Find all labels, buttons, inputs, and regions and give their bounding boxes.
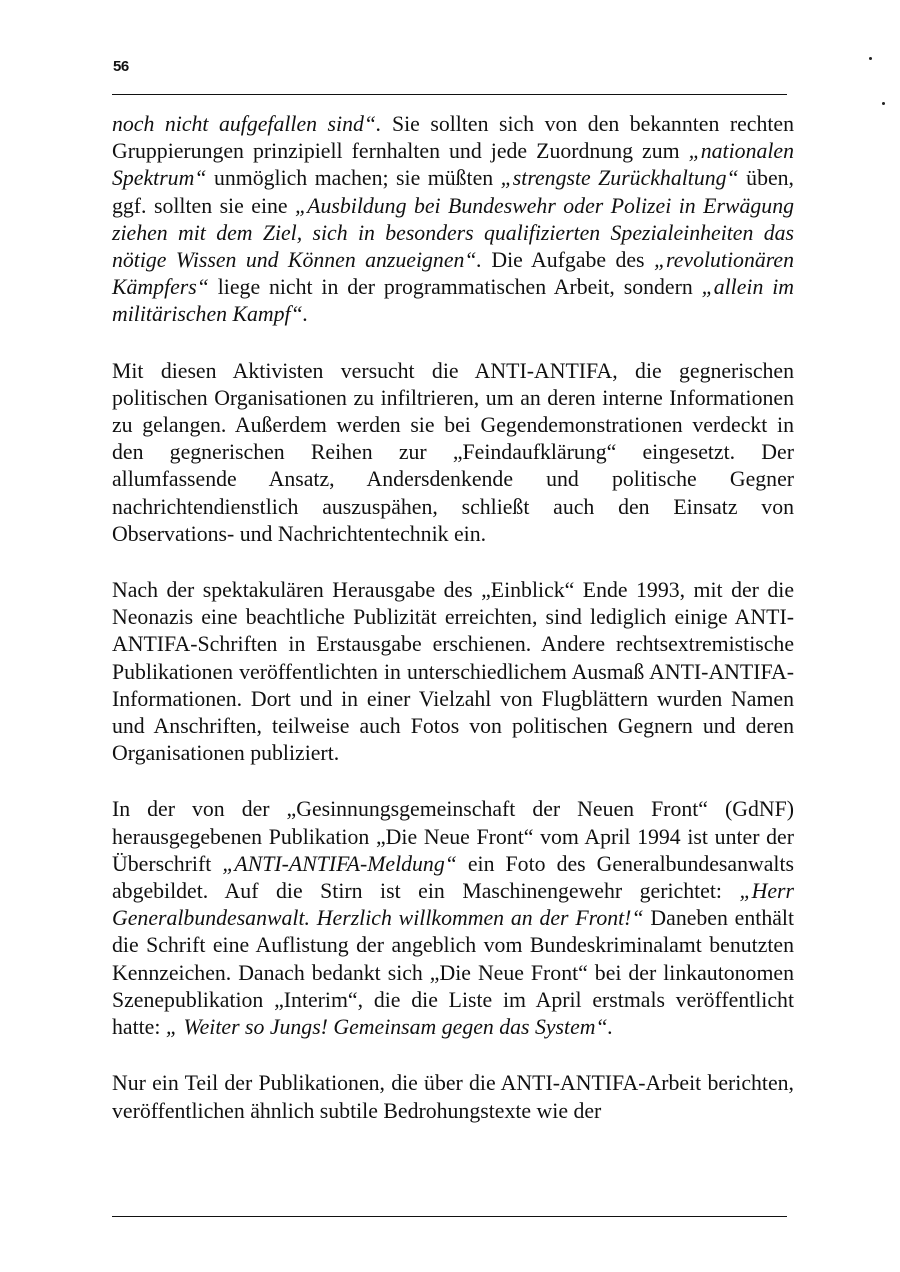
scan-speck	[882, 102, 885, 105]
italic-quote: „allein im militärischen Kampf“.	[112, 275, 794, 327]
text-run: In der von der „Gesinnungsgemeinschaft der Neuen Front“ (GdNF) herausgegebenen Publikation „Die Neue Front“ vom April 1994 ist unter der Überschrift	[112, 797, 794, 876]
text-run: Die Aufgabe des	[481, 248, 654, 273]
italic-quote: „Ausbildung bei Bundeswehr oder Polizei in Erwägung ziehen mit dem Ziel, sich in besonders qualifizierten Spezialeinheiten das nötige Wissen und Können anzueignen“.	[112, 193, 794, 273]
text-run: liege nicht in der programmatischen Arbeit, sondern	[208, 275, 702, 300]
italic-quote: „revolutionären Kämpfers“	[112, 248, 794, 300]
italic-quote: noch nicht aufgefallen sind“.	[112, 112, 382, 136]
italic-quote: „Herr Generalbundesanwalt. Herzlich willkommen an der Front!“	[112, 879, 794, 931]
italic-quote: „ Weiter so Jungs! Gemeinsam gegen das System“.	[165, 1015, 614, 1040]
text-run: unmöglich machen; sie müßten	[206, 166, 501, 191]
italic-quote: „ANTI-ANTIFA-Meldung“	[222, 851, 457, 876]
paragraph	[112, 577, 794, 767]
footer-rule	[112, 1216, 787, 1217]
paragraph	[112, 1070, 794, 1124]
italic-quote: „nationalen Spektrum“	[112, 139, 794, 191]
italic-quote: „strengste Zurückhaltung“	[500, 166, 739, 191]
scan-speck	[869, 57, 872, 60]
header-rule	[112, 94, 787, 95]
page-number: 56	[113, 58, 129, 75]
text-run: ein Foto des Generalbundesanwalts abgebildet. Auf die Stirn ist ein Maschinengewehr gerichtet:	[112, 851, 794, 904]
paragraph	[112, 796, 794, 1041]
text-run: Nur ein Teil der Publikationen, die über die ANTI-ANTIFA-Arbeit berichten, veröffentlichen ähnlich subtile Bedrohungstexte wie der	[112, 1071, 794, 1123]
paragraph	[112, 111, 794, 329]
text-run: üben, ggf. sollten sie eine	[112, 166, 794, 218]
text-run: Daneben enthält die Schrift eine Auflistung der angeblich vom Bundeskriminalamt benutzten Kennzeichen. Danach bedankt sich „Die Neue Front“ bei der linkautonomen Szenepublikation „Interim“, die die Liste im April erstmals veröffentlicht hatte:	[112, 906, 794, 1040]
text-run: Nach der spektakulären Herausgabe des „Einblick“ Ende 1993, mit der die Neonazis eine beachtliche Publizität erreichten, sind lediglich einige ANTI-ANTIFA-Schriften in Erstausgabe erschienen. Andere rechtsextremistische Publikationen veröffentlichten in unterschiedlichem Ausmaß ANTI-ANTIFA-Informationen. Dort und in einer Vielzahl von Flugblättern wurden Namen und Anschriften, teilweise auch Fotos von politischen Gegnern und deren Organisationen publiziert.	[112, 578, 794, 766]
body-text	[112, 111, 794, 1154]
text-run: Mit diesen Aktivisten versucht die ANTI-ANTIFA, die gegnerischen politischen Organisationen zu infiltrieren, um an deren interne Informationen zu gelangen. Außerdem werden sie bei Gegendemonstrationen verdeckt in den gegnerischen Reihen zur „Feindaufklärung“ eingesetzt. Der allumfassende Ansatz, Andersdenkende und politische Gegner nachrichtendienstlich auszuspähen, schließt auch den Einsatz von Observations- und Nachrichtentechnik ein.	[112, 358, 794, 546]
paragraph	[112, 358, 794, 548]
text-run: Sie sollten sich von den bekannten rechten Gruppierungen prinzipiell fernhalten und jede Zuordnung zum	[112, 112, 794, 164]
